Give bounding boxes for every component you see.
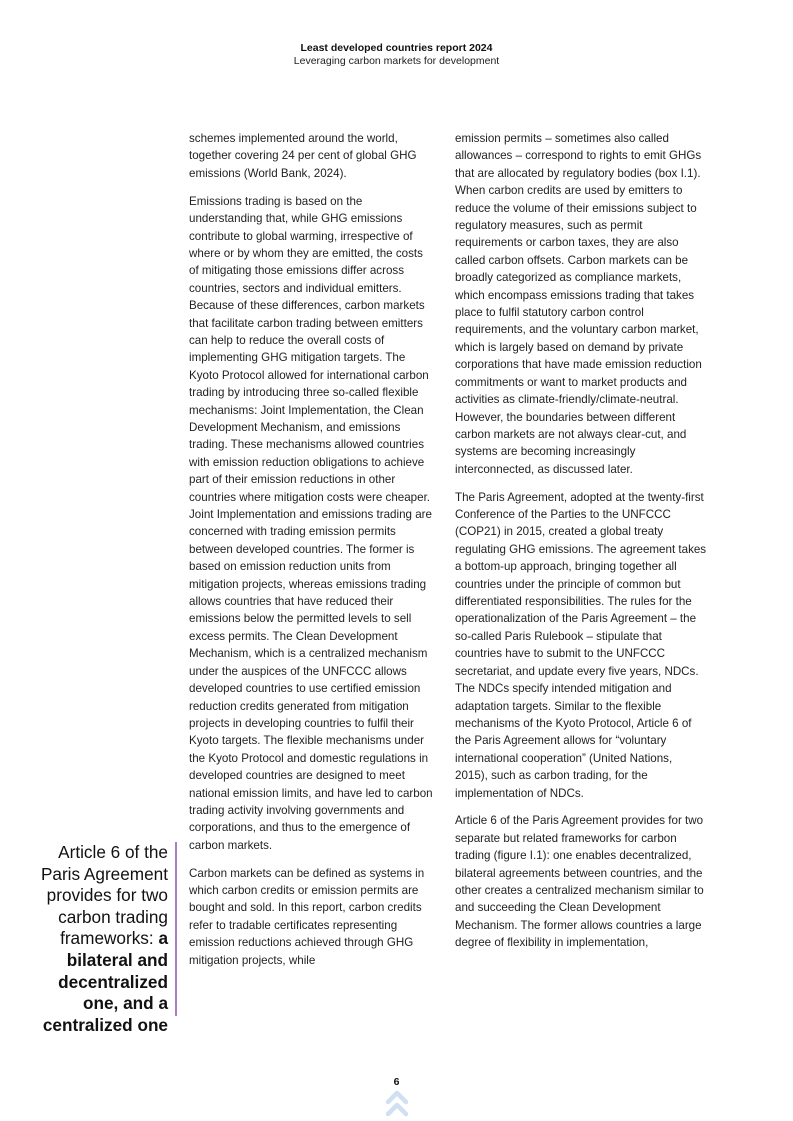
paragraph: emission permits – sometimes also called allowances – correspond to rights to emit GHGs that are allocated by regulatory bodies (box I.1). When carbon credits are used by emitters to reduce the volume of their emissions subject to regulatory measures, such as permit requirements or carbon taxes, they are also called carbon offsets. Carbon markets can be broadly categorized as compliance markets, which encompass emissions trading that takes place to fulfil statutory carbon control requirements, and the voluntary carbon market, which is largely based on demand by private corporations that have made emission reduction commitments or want to market products and activities as climate-friendly/climate-neutral. However, the boundaries between different carbon markets are not always clear-cut, and systems are becoming increasingly interconnected, as discussed later. xyxy=(455,132,702,476)
paragraph: Article 6 of the Paris Agreement provides for two separate but related frameworks for carbon trading (figure I.1): one enables decentralized, bilateral agreements between countries, and the other creates a centralized mechanism similar to and succeeding the Clean Development Mechanism. The former allows countries a large degree of flexibility in implementation, xyxy=(455,814,704,950)
pull-quote xyxy=(30,842,168,1036)
report-subtitle: Leveraging carbon markets for development xyxy=(293,55,500,67)
paragraph: Carbon markets can be defined as systems in which carbon credits or emission permits are bought and sold. In this report, carbon credits refer to tradable certificates representing emission reductions achieved through GHG mitigation projects, while xyxy=(189,866,425,967)
report-title: Least developed countries report 2024 xyxy=(300,42,493,54)
running-header xyxy=(0,42,793,68)
pull-quote-accent-bar xyxy=(175,842,177,1016)
text-column-left xyxy=(189,130,435,980)
double-chevron-up-icon[interactable] xyxy=(386,1090,408,1121)
text-column-right xyxy=(455,130,707,962)
paragraph: Emissions trading is based on the understanding that, while GHG emissions contribute to global warming, irrespective of where or by whom they are emitted, the costs of mitigating those emissions differ across countries, sectors and individual emitters. Because of these differences, carbon markets that facilitate carbon trading between emitters can help to reduce the overall costs of implementing GHG mitigation targets. The Kyoto Protocol allowed for international carbon trading by introducing three so-called flexible mechanisms: Joint Implementation, the Clean Development Mechanism, and emissions trading. These mechanisms allowed countries with emission reduction obligations to achieve part of their emission reductions in other countries where mitigation costs were cheaper. Joint Implementation and emissions trading are concerned with trading emission permits between developed countries. The former is based on emission reduction units from mitigation projects, whereas emissions trading allows countries that have reduced their emissions below the permitted levels to sell excess permits. The Clean Development Mechanism, which is a centralized mechanism under the auspices of the UNFCCC allows developed countries to use certified emission reduction credits generated from mitigation projects in developing countries to fulfil their Kyoto targets. The flexible mechanisms under the Kyoto Protocol and domestic regulations in developed countries are designed to meet national emission limits, and have led to carbon trading activity involving governments and corporations, and thus to the emergence of carbon markets. xyxy=(189,194,433,852)
pull-quote-regular: Article 6 of the Paris Agreement provides for two carbon trading frameworks: xyxy=(40,842,168,949)
pull-quote-bold: a bilateral and decentralized one, and a centralized one xyxy=(42,928,168,1035)
paragraph: schemes implemented around the world, together covering 24 per cent of global GHG emissions (World Bank, 2024). xyxy=(189,132,417,180)
page-number: 6 xyxy=(393,1076,400,1088)
paragraph: The Paris Agreement, adopted at the twenty-first Conference of the Parties to the UNFCCC (COP21) in 2015, created a global treaty regulating GHG emissions. The agreement takes a bottom-up approach, bringing together all countries under the principle of common but differentiated responsibilities. The rules for the operationalization of the Paris Agreement – the so-called Paris Rulebook – stipulate that countries have to submit to the UNFCCC secretariat, and update every five years, NDCs. The NDCs specify intended mitigation and adaptation targets. Similar to the flexible mechanisms of the Kyoto Protocol, Article 6 of the Paris Agreement allows for “voluntary international cooperation” (United Nations, 2015), such as carbon trading, for the implementation of NDCs. xyxy=(455,490,707,800)
